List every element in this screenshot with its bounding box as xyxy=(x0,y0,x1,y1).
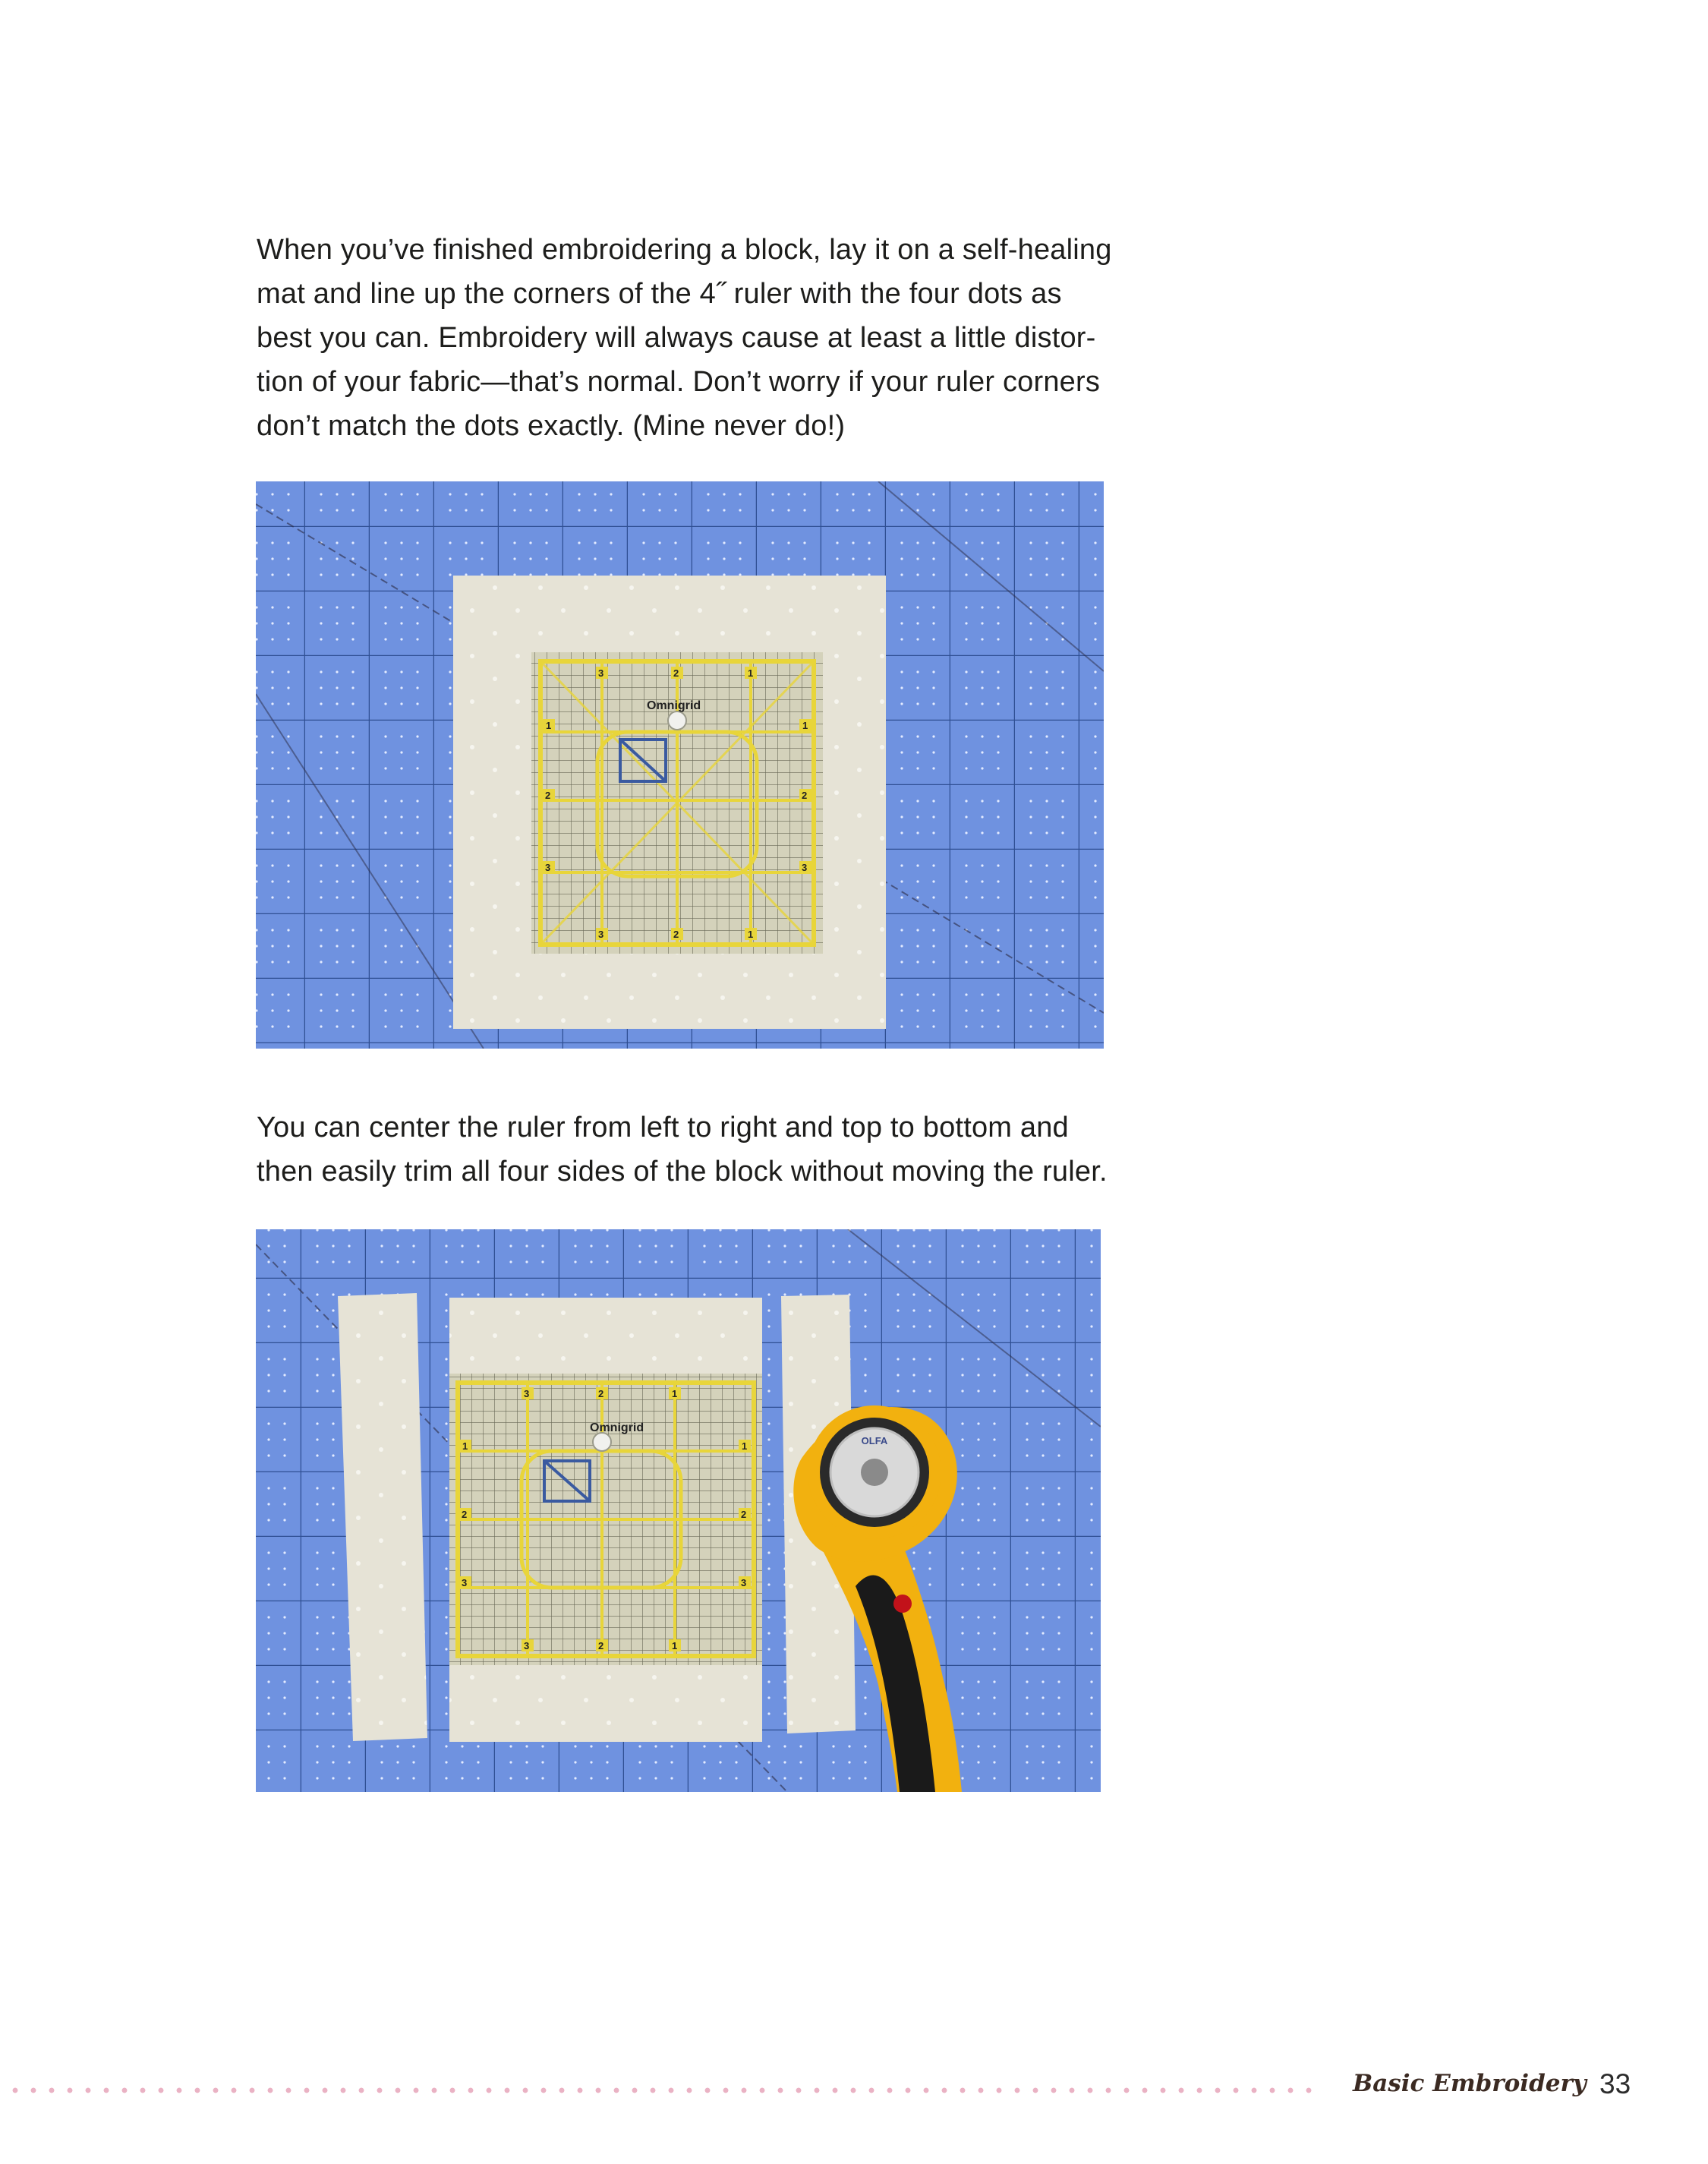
ruler-number-label: 1 xyxy=(802,720,808,731)
ruler-number-label: 2 xyxy=(545,790,551,801)
ruler-number-label: 1 xyxy=(672,1388,678,1399)
photo-trimmed-block-with-cutter xyxy=(256,1229,1101,1792)
page-number: 33 xyxy=(1599,2068,1631,2099)
ruler-number-label: 1 xyxy=(748,929,754,940)
text-line: best you can. Embroidery will always cause at least a little distor- xyxy=(257,322,1096,354)
ruler-number-label: 3 xyxy=(598,929,604,940)
ruler-number-label: 3 xyxy=(524,1388,530,1399)
ruler-number-label: 2 xyxy=(462,1509,468,1520)
ruler-number-label: 2 xyxy=(673,929,679,940)
ruler-number-label: 1 xyxy=(742,1440,748,1452)
ruler-number-label: 1 xyxy=(672,1640,678,1651)
ruler-number-label: 2 xyxy=(802,790,808,801)
ruler-number-label: 2 xyxy=(598,1388,604,1399)
body-paragraph-trim-block xyxy=(257,1106,1152,1194)
ruler-number-label: 1 xyxy=(546,720,552,731)
ruler-number-label: 3 xyxy=(524,1640,530,1651)
footer-chapter-title: Basic Embroidery xyxy=(1353,2070,1587,2097)
ruler-number-label: 1 xyxy=(462,1440,468,1452)
text-line: don’t match the dots exactly. (Mine never do!) xyxy=(257,410,846,442)
text-line: tion of your fabric—that’s normal. Don’t worry if your ruler corners xyxy=(257,366,1101,398)
ruler-number-label: 2 xyxy=(741,1509,747,1520)
text-line: mat and line up the corners of the 4˝ ruler with the four dots as xyxy=(257,278,1062,310)
body-paragraph-ruler-alignment xyxy=(257,228,1152,448)
ruler-number-label: 3 xyxy=(462,1577,468,1588)
ruler-brand-label: Omnigrid xyxy=(590,1421,644,1434)
ruler-number-label: 1 xyxy=(748,667,754,679)
cutter-brand-label: OLFA xyxy=(861,1435,888,1446)
text-line: You can center the ruler from left to right and top to bottom and xyxy=(257,1112,1069,1144)
ruler-number-label: 3 xyxy=(802,862,808,873)
ruler-number-label: 3 xyxy=(741,1577,747,1588)
ruler-number-label: 3 xyxy=(545,862,551,873)
ruler-number-label: 2 xyxy=(673,667,679,679)
text-line: When you’ve finished embroidering a block, lay it on a self-healing xyxy=(257,234,1112,266)
footer-dotted-rule xyxy=(6,2087,1321,2093)
photo-ruler-on-block xyxy=(256,481,1104,1049)
ruler-number-label: 2 xyxy=(598,1640,604,1651)
ruler-number-label: 3 xyxy=(598,667,604,679)
text-line: then easily trim all four sides of the block without moving the ruler. xyxy=(257,1156,1108,1188)
ruler-brand-label: Omnigrid xyxy=(647,699,701,712)
